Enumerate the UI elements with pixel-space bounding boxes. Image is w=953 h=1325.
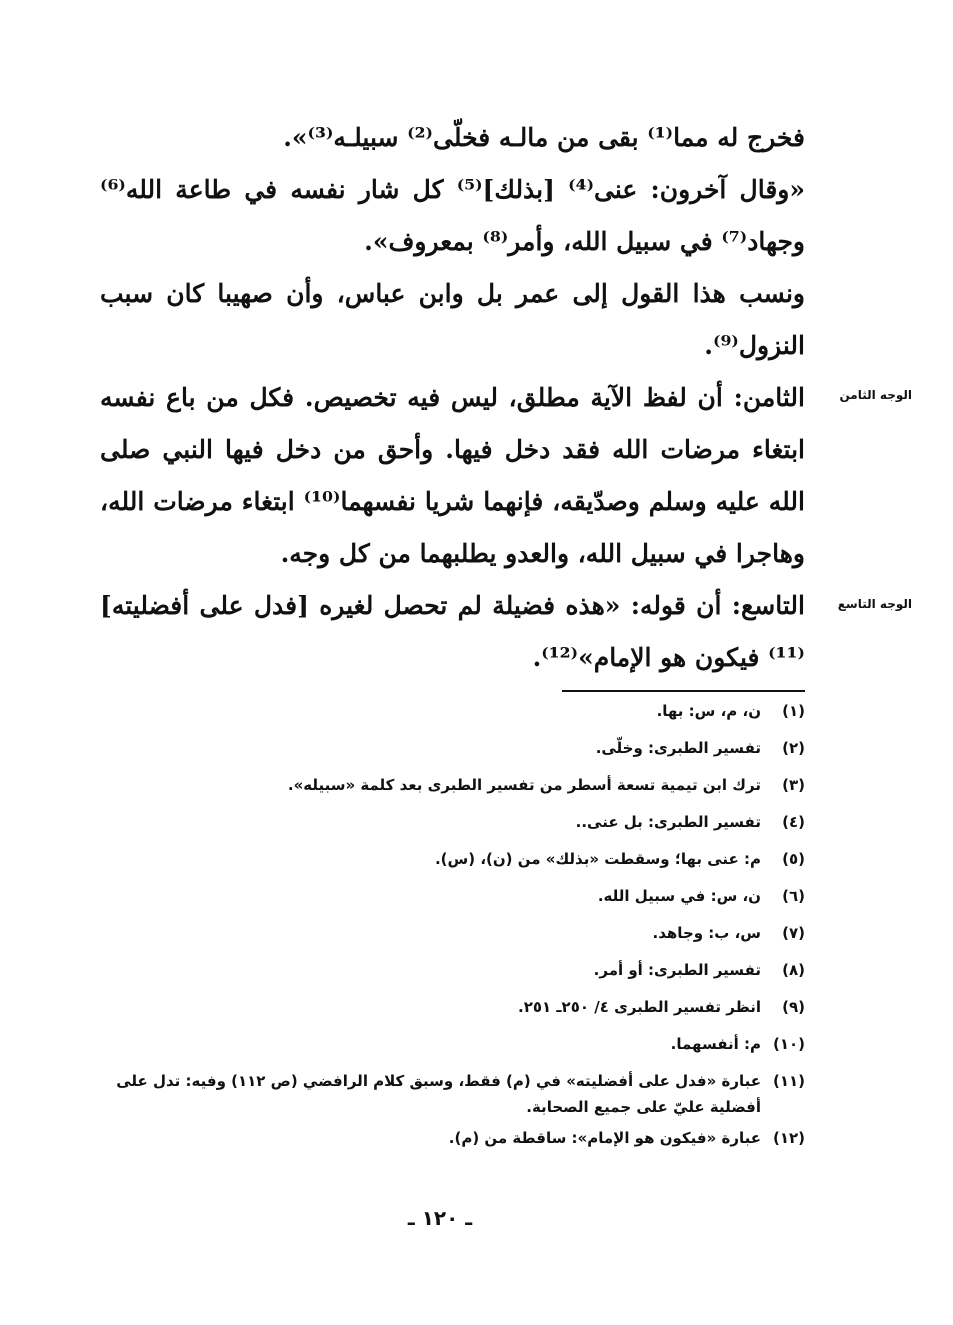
footnote — [100, 841, 805, 878]
footnote-text: ن، م، س: بها. — [656, 702, 761, 720]
footnote — [100, 693, 805, 730]
margin-label-ninth: الوجه التاسع — [837, 597, 912, 611]
footnote-number: (٦) — [782, 887, 805, 905]
footnote-number: (١) — [782, 702, 805, 720]
footnote-number: (١٢) — [772, 1129, 805, 1147]
footnote-number: (١١) — [772, 1072, 805, 1090]
footnote — [100, 989, 805, 1026]
footnote — [100, 767, 805, 804]
paragraph-5 — [100, 580, 805, 684]
footnote — [100, 878, 805, 915]
paragraph-5-text: أن قوله: «هذه فضيلة لم تحصل لغيره [فدل على أفضليته]⁽¹¹⁾ فيكون هو الإمام»⁽¹²⁾. — [100, 591, 805, 672]
footnote-number: (٨) — [782, 961, 805, 979]
footnote-text: عبارة «فدل على أفضليته» في (م) فقط، وسبق كلام الرافضي (ص ١١٢) وفيه: تدل على أفضلية عليّ على جميع الصحابة. — [116, 1072, 761, 1116]
footnote-text: عبارة «فيكون هو الإمام»: ساقطة من (م). — [448, 1129, 761, 1147]
footnote-number: (٤) — [782, 813, 805, 831]
footnote — [100, 1063, 805, 1120]
footnote-number: (٢) — [782, 739, 805, 757]
paragraph-2: «وقال آخرون: عنى⁽⁴⁾ [بذلك]⁽⁵⁾ كل شار نفسه في طاعة الله⁽⁶⁾ وجهاد⁽⁷⁾ في سبيل الله، وأمر⁽⁸⁾ بمعروف». — [100, 175, 805, 256]
footnote-text: ترك ابن تيمية تسعة أسطر من تفسير الطبرى بعد كلمة «سبيله». — [287, 776, 761, 794]
footnotes — [100, 693, 805, 1157]
footnote — [100, 1026, 805, 1063]
footnote-number: (٣) — [782, 776, 805, 794]
footnote-text: انظر تفسير الطبرى ٤/ ٢٥٠ـ ٢٥١. — [518, 998, 761, 1016]
footnote-number: (٩) — [782, 998, 805, 1016]
main-text — [100, 112, 805, 684]
footnote — [100, 915, 805, 952]
footnote-text: تفسير الطبرى: أو أمر. — [593, 961, 761, 979]
footnote — [100, 1120, 805, 1157]
margin-label-eighth: الوجه الثامن — [839, 388, 912, 402]
footnote-number: (١٠) — [772, 1035, 805, 1053]
section-heading-eighth: الثامن: — [733, 383, 805, 412]
paragraph-4-text: أن لفظ الآية مطلق، ليس فيه تخصيص. فكل من باع نفسه ابتغاء مرضات الله فقد دخل فيها. وأحق من دخل فيها النبي صلى الله عليه وسلم وصدّيقه، فإنهما شريا نفسهما⁽¹⁰⁾ ابتغاء مرضات الله، وهاجرا في سبيل الله، والعدو يطلبهما من كل وجه. — [100, 383, 805, 568]
paragraph-4 — [100, 372, 805, 580]
footnote — [100, 804, 805, 841]
paragraph-3: ونسب هذا القول إلى عمر بل وابن عباس، وأن صهيبا كان سبب النزول⁽⁹⁾. — [100, 279, 805, 360]
footnote-number: (٧) — [782, 924, 805, 942]
footnote-text: س، ب: وجاهد. — [652, 924, 761, 942]
footnote-divider — [562, 690, 805, 692]
footnote-text: ن، س: في سبيل الله. — [597, 887, 761, 905]
footnote-text: م: عنى بها؛ وسقطت «بذلك» من (ن)، (س). — [434, 850, 761, 868]
footnote — [100, 730, 805, 767]
page-number: ـ ١٢٠ ـ — [407, 1206, 473, 1230]
footnote-text: تفسير الطبرى: وخلّى. — [595, 739, 761, 757]
paragraph-1: فخرج له مما⁽¹⁾ بقى من مالـه فخلّى⁽²⁾ سبيلـه⁽³⁾». — [283, 123, 805, 152]
footnote-number: (٥) — [782, 850, 805, 868]
footnote-text: م: أنفسهما. — [670, 1035, 761, 1053]
section-heading-ninth: التاسع: — [731, 591, 805, 620]
footnote — [100, 952, 805, 989]
footnote-text: تفسير الطبرى: بل عنى.. — [575, 813, 761, 831]
